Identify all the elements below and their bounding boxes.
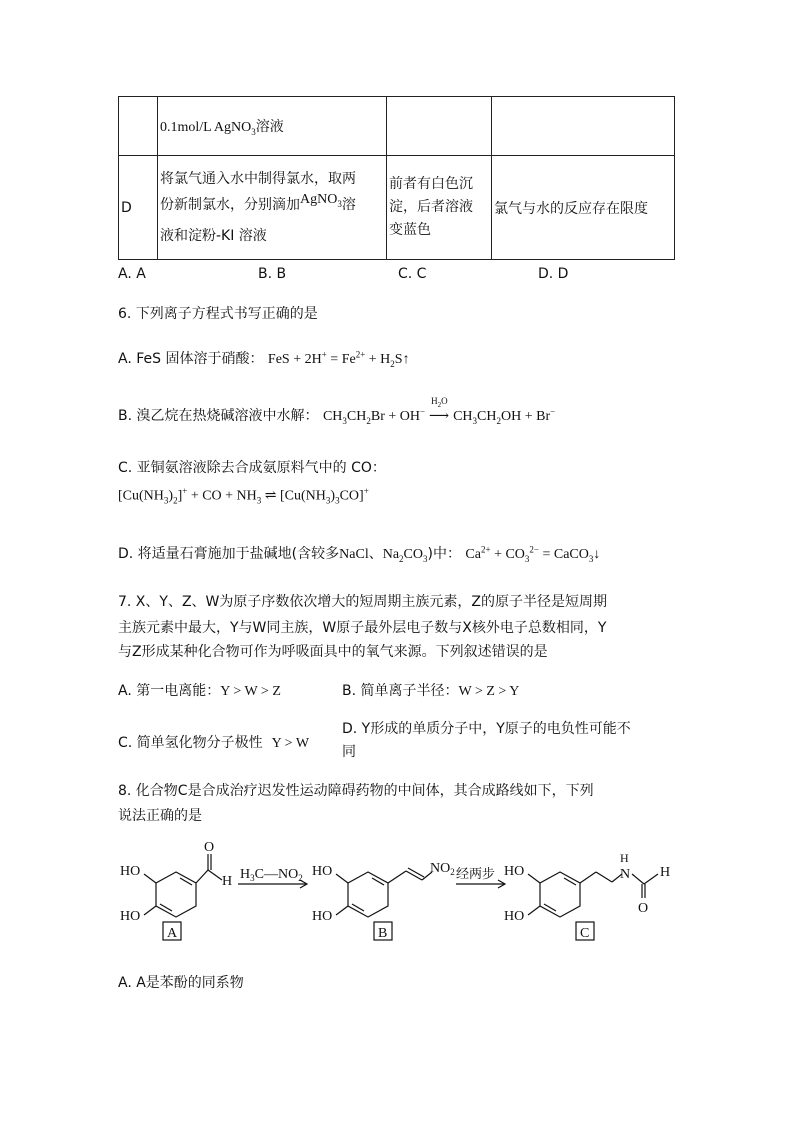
table-cell xyxy=(158,156,387,260)
q8-option-a: A. A是苯酚的同系物 xyxy=(118,975,244,991)
q6-option-d xyxy=(118,543,600,564)
label-a: A xyxy=(167,926,178,941)
svg-text:NO2: $NO_2$ xyxy=(430,861,455,877)
table-row xyxy=(119,156,675,260)
option-expr: Y > W > Z xyxy=(220,684,281,699)
svg-text:O: O xyxy=(204,840,215,855)
equation-d: $Ca^{2+} + CO_3^{2-}$ = CaCO$_3$↓ xyxy=(465,544,601,564)
q6-option-b xyxy=(118,396,556,426)
svg-text:HO: HO xyxy=(312,864,333,879)
option-text: C. 简单氢化物分子极性 xyxy=(118,735,263,751)
option-b: B. B xyxy=(258,266,287,282)
reagent-2: 经两步 xyxy=(456,866,496,881)
table-row xyxy=(119,97,675,156)
svg-text:HO: HO xyxy=(120,864,141,879)
benzene-ring-b xyxy=(348,872,388,917)
agno3-formula xyxy=(300,192,342,207)
option-d: D. D xyxy=(538,266,569,282)
cell-sub: 3 xyxy=(337,198,342,209)
option-text: A. 第一电离能： xyxy=(118,683,221,699)
question-6-stem: 6. 下列离子方程式书写正确的是 xyxy=(118,306,318,322)
cell-text: 淀，后者溶液 xyxy=(389,199,473,215)
svg-text:H3C—NO2: $H_3C—NO_2$ xyxy=(240,867,303,883)
option-a: A. A xyxy=(118,266,146,282)
q7-option-d-line1: D. Y形成的单质分子中，Y原子的电负性可能不 xyxy=(342,721,631,737)
svg-text:HO: HO xyxy=(504,864,525,879)
experiment-table xyxy=(118,96,675,260)
option-c: C. C xyxy=(398,266,427,282)
q5-options xyxy=(118,266,568,282)
benzene-ring-a xyxy=(156,872,196,917)
q7-option-c xyxy=(118,732,309,752)
svg-text:O: O xyxy=(638,901,649,916)
cell-sub: 3 xyxy=(251,126,256,137)
cell-text: 0.1mol/L AgNO xyxy=(160,119,252,135)
question-7-line3: 与Z形成某种化合物可作为呼吸面具中的氧气来源。下列叙述错误的是 xyxy=(118,644,548,660)
cell-text: 份新制氯水，分别滴加 xyxy=(160,197,300,214)
row-label: D xyxy=(121,199,132,216)
cell-text: 溶 xyxy=(341,197,356,214)
table-cell xyxy=(387,156,492,260)
svg-text:HO: HO xyxy=(120,909,141,924)
svg-text:H: H xyxy=(660,865,671,880)
q7-option-b xyxy=(342,680,519,700)
svg-text:H: H xyxy=(620,851,629,865)
question-8-line2: 说法正确的是 xyxy=(118,808,202,824)
q6-option-a xyxy=(118,348,410,369)
question-7-line2: 主族元素中最大，Y与W同主族，W原子最外层电子数与X核外电子总数相同，Y xyxy=(118,620,607,636)
option-text: B. 简单离子半径： xyxy=(342,683,459,699)
table-cell xyxy=(119,97,158,156)
benzene-ring-c xyxy=(540,872,580,917)
cell-text: 变蓝色 xyxy=(389,222,431,238)
label-b: B xyxy=(378,926,388,941)
cell-text: 将氯气通入水中制得氯水，取两 xyxy=(160,171,356,188)
question-8-line1: 8. 化合物C是合成治疗迟发性运动障碍药物的中间体，其合成路线如下，下列 xyxy=(118,783,594,799)
table-cell xyxy=(387,97,492,156)
synthesis-scheme xyxy=(110,840,690,950)
svg-text:HO: HO xyxy=(312,909,333,924)
option-expr: W > Z > Y xyxy=(458,684,520,699)
option-expr: Y > W xyxy=(271,736,310,751)
option-text: )中： xyxy=(427,546,461,562)
reagent-1: H xyxy=(240,867,251,882)
label-c: C xyxy=(580,926,590,941)
cell-text: 前者有白色沉 xyxy=(389,176,473,192)
svg-text:HO: HO xyxy=(504,909,525,924)
q7-option-d-line2: 同 xyxy=(342,744,356,760)
svg-text:N: N xyxy=(620,867,631,882)
table-cell xyxy=(119,156,158,260)
salt-formulas: NaCl、$Na_2CO_3$ xyxy=(339,547,428,564)
equation-b: $CH_3CH_2Br + OH^-$ $H_2O$ ⟶ $CH_3CH_2OH + Br^-$ xyxy=(322,396,556,426)
cell-text: AgNO xyxy=(300,192,338,208)
table-cell xyxy=(492,156,675,260)
question-7-line1: 7. X、Y、Z、W为原子序数依次增大的短周期主族元素，Z的原子半径是短周期 xyxy=(118,594,607,610)
cell-line xyxy=(160,192,384,223)
svg-text:H: H xyxy=(222,874,233,889)
table-cell xyxy=(158,97,387,156)
option-text: A. FeS 固体溶于硝酸： xyxy=(118,351,264,367)
equation-c: $[Cu(NH_3)_2]^+$ + CO + $NH_3$ ⇌ $[Cu(NH_3)_3CO]^+$ xyxy=(118,486,369,506)
equation-a: FeS + $2H^+ = Fe^{2+}$ + $H_2S↑$ xyxy=(267,349,410,369)
q6-option-c: C. 亚铜氨溶液除去合成氨原料气中的 CO： xyxy=(118,460,386,476)
option-text: D. 将适量石膏施加于盐碱地(含较多 xyxy=(118,546,340,562)
cell-text: 氯气与水的反应存在限度 xyxy=(494,200,648,217)
cell-text: 溶液 xyxy=(255,118,284,135)
table-cell xyxy=(492,97,675,156)
option-text: B. 溴乙烷在热烧碱溶液中水解： xyxy=(118,408,319,424)
q7-option-a xyxy=(118,680,281,700)
cell-text: 液和淀粉-KI 溶液 xyxy=(160,227,267,244)
